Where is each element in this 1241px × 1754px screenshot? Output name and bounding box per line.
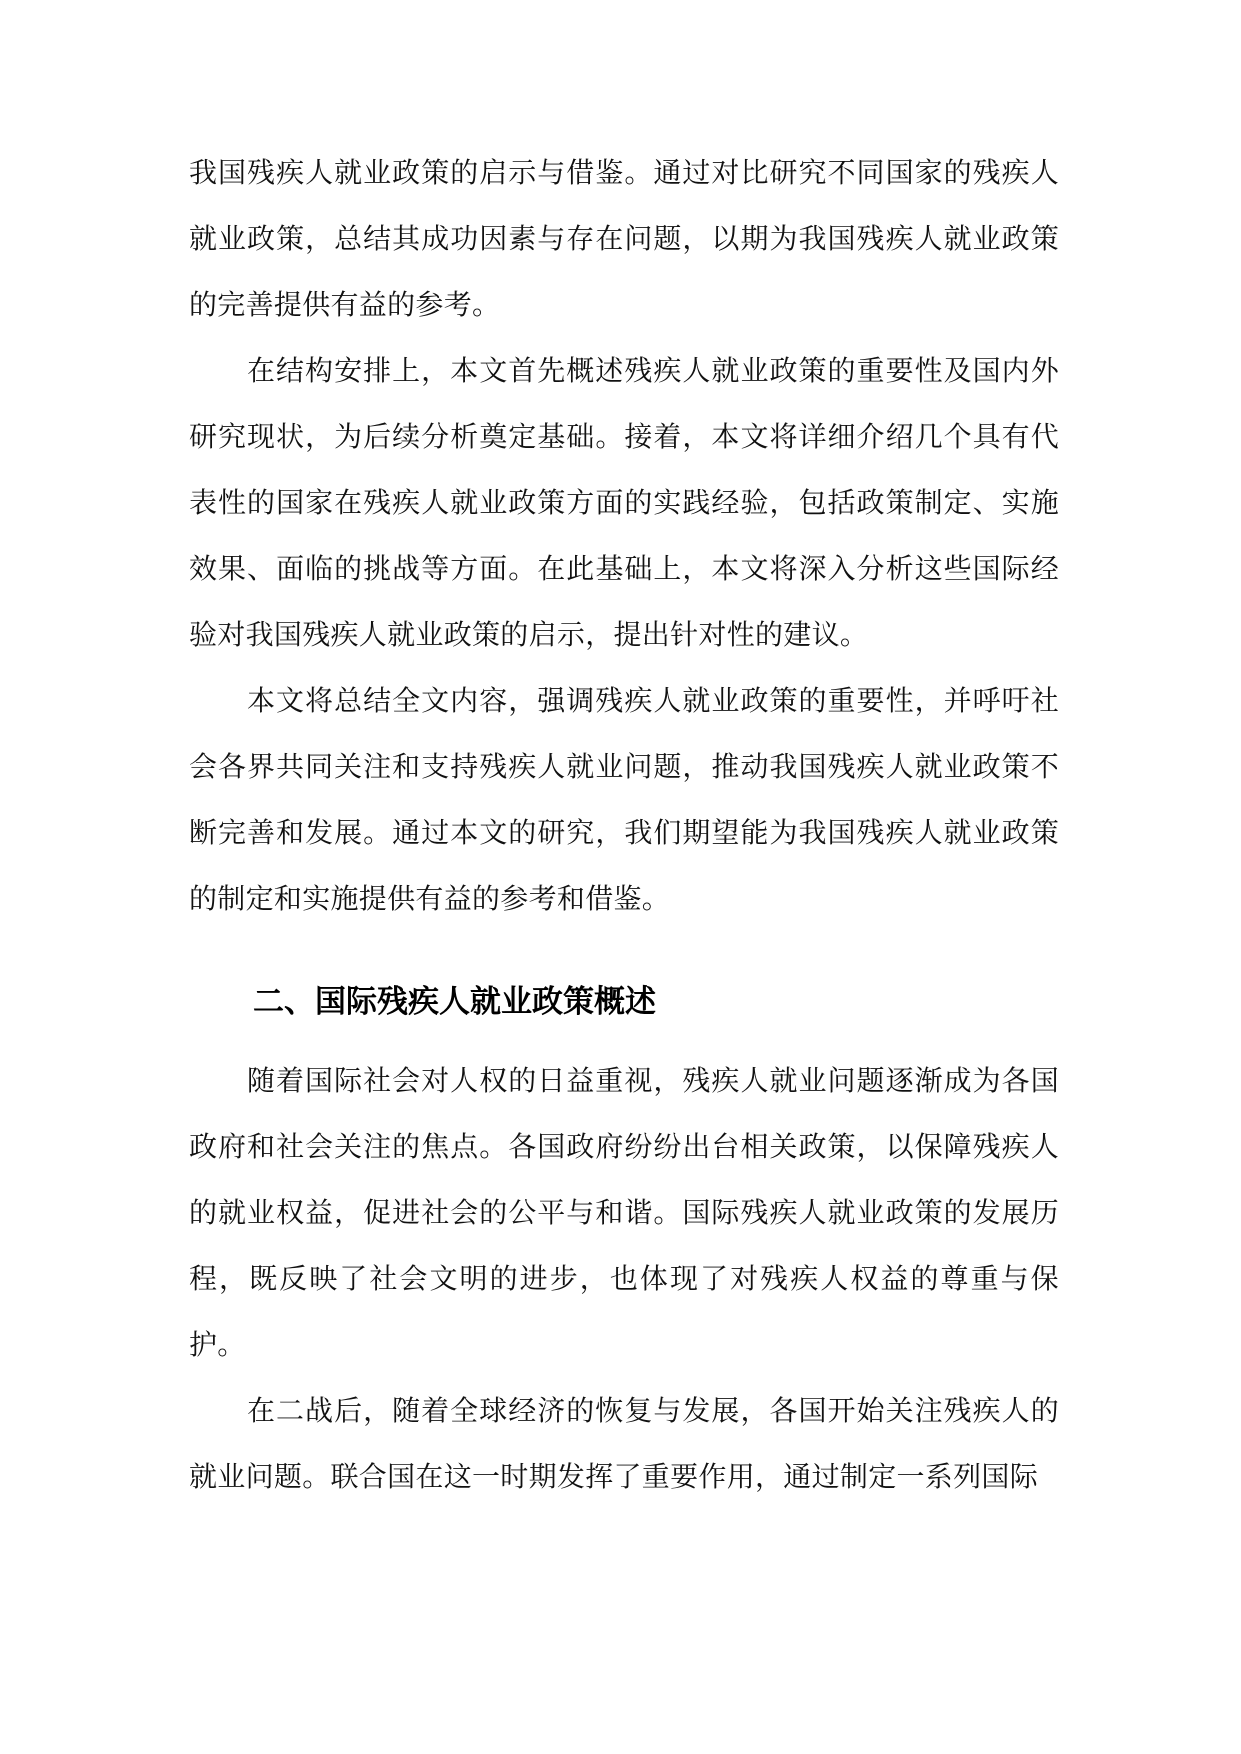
document-body [189, 140, 1059, 1510]
paragraph-postwar: 在二战后，随着全球经济的恢复与发展，各国开始关注残疾人的就业问题。联合国在这一时期发挥了重要作用，通过制定一系列国际 [189, 1394, 1059, 1493]
paragraph-continuation: 我国残疾人就业政策的启示与借鉴。通过对比研究不同国家的残疾人就业政策，总结其成功因素与存在问题，以期为我国残疾人就业政策的完善提供有益的参考。 [189, 156, 1059, 321]
paragraph-summary: 本文将总结全文内容，强调残疾人就业政策的重要性，并呼吁社会各界共同关注和支持残疾人就业问题，推动我国残疾人就业政策不断完善和发展。通过本文的研究，我们期望能为我国残疾人就业政策的制定和实施提供有益的参考和借鉴。 [189, 684, 1059, 915]
section-heading: 二、国际残疾人就业政策概述 [253, 984, 656, 1020]
paragraph-structure: 在结构安排上，本文首先概述残疾人就业政策的重要性及国内外研究现状，为后续分析奠定基础。接着，本文将详细介绍几个具有代表性的国家在残疾人就业政策方面的实践经验，包括政策制定、实施效果、面临的挑战等方面。在此基础上，本文将深入分析这些国际经验对我国残疾人就业政策的启示，提出针对性的建议。 [189, 354, 1059, 651]
paragraph-intro: 随着国际社会对人权的日益重视，残疾人就业问题逐渐成为各国政府和社会关注的焦点。各国政府纷纷出台相关政策，以保障残疾人的就业权益，促进社会的公平与和谐。国际残疾人就业政策的发展历程，既反映了社会文明的进步，也体现了对残疾人权益的尊重与保护。 [189, 1064, 1059, 1361]
